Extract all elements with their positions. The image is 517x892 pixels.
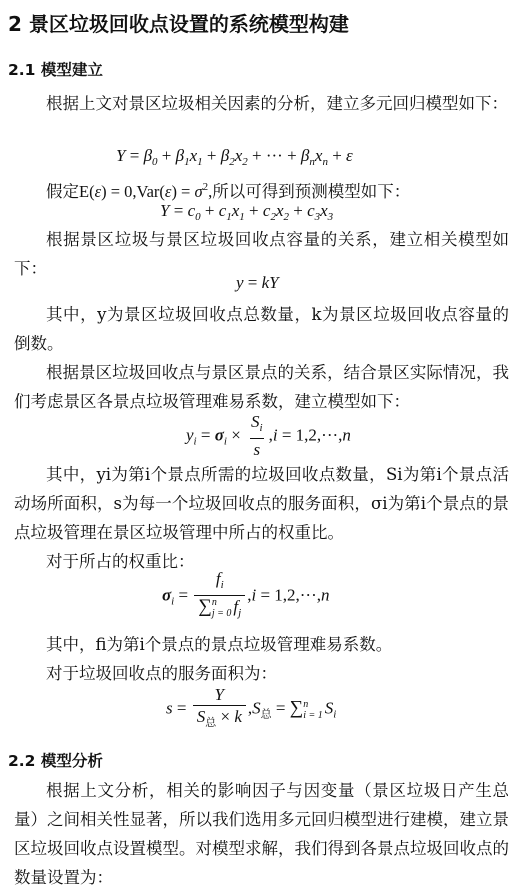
equation-total-points: y = kY bbox=[236, 273, 279, 292]
section-title: 2 景区垃圾回收点设置的系统模型构建 bbox=[8, 12, 349, 36]
equation-spot-points: $y_i = \sigma_i$ × $\frac{S_i}{s}$ ,i = 1,2,···,n bbox=[186, 412, 351, 459]
paragraph-difficulty-coefficient: 其中，fi为第i个景点的景点垃圾管理难易系数。 bbox=[46, 635, 393, 654]
subsection-heading-model-build: 2.1 模型建立 bbox=[8, 61, 103, 79]
paragraph-service-area-lead: 对于垃圾回收点的服务面积为： bbox=[46, 664, 277, 683]
assumption-tail-text: 所以可得到预测模型如下： bbox=[212, 182, 411, 201]
equation-weight-ratio: $\sigma_i$ = $f_i$ ∑ n j = 0 $f_j$ ,i = 1,2,···,n bbox=[162, 570, 330, 623]
equation-multiple-regression: $Y = \beta_0 + \beta_1x_1 + \beta_2x_2$ + ··· + $\beta_nx_n + \varepsilon$ bbox=[116, 146, 353, 168]
paragraph-model-analysis: 根据上文分析，相关的影响因子与因变量（景区垃圾日产生总量）之间相关性显著，所以我们选用多元回归模型进行建模，建立景区垃圾回收点设置模型。对模型求解，我们得到各景点垃圾回收点的数量设置为： bbox=[14, 781, 509, 887]
paragraph-weight-ratio-lead: 对于所占的权重比： bbox=[46, 552, 195, 571]
assumption-lead-text: 假定 bbox=[46, 182, 79, 201]
paragraph-scenic-spot-relation: 根据景区垃圾回收点与景区景点的关系，结合景区实际情况，我们考虑景区各景点垃圾管理难易系数，建立模型如下： bbox=[14, 363, 509, 411]
equation-service-area: s = $\frac{Y}{S_总 \times k}$ $,S_总$ = ∑ n i = 1 $S_i$ bbox=[166, 686, 336, 733]
paragraph-capacity-relation: 根据景区垃圾与景区垃圾回收点容量的关系，建立相关模型如下： bbox=[14, 230, 509, 278]
paragraph-regression-intro: 根据上文对景区垃圾相关因素的分析，建立多元回归模型如下： bbox=[46, 94, 508, 113]
equation-prediction-model: $Y = c_0 + c_1x_1 + c_2x_2 + c_3x_3$ bbox=[160, 201, 334, 223]
paragraph-variable-definitions-spot: 其中，yi为第i个景点所需的垃圾回收点数量，Si为第i个景点活动场所面积，s为每一个垃圾回收点的服务面积，σi为第i个景点的景点垃圾管理在景区垃圾管理中所占的权重比。 bbox=[14, 465, 509, 542]
subscript-zong: 总 bbox=[205, 717, 217, 729]
subscript-zong-2: 总 bbox=[260, 708, 272, 721]
subsection-heading-model-analysis: 2.2 模型分析 bbox=[8, 752, 103, 770]
paragraph-variable-definition-y-k: 其中，y为景区垃圾回收点总数量，k为景区垃圾回收点容量的倒数。 bbox=[14, 305, 509, 353]
paragraph-assumption: 假定$E(\varepsilon) = 0,Var(\varepsilon) = \sigma^2$,所以可得到预测模型如下： bbox=[46, 181, 411, 201]
